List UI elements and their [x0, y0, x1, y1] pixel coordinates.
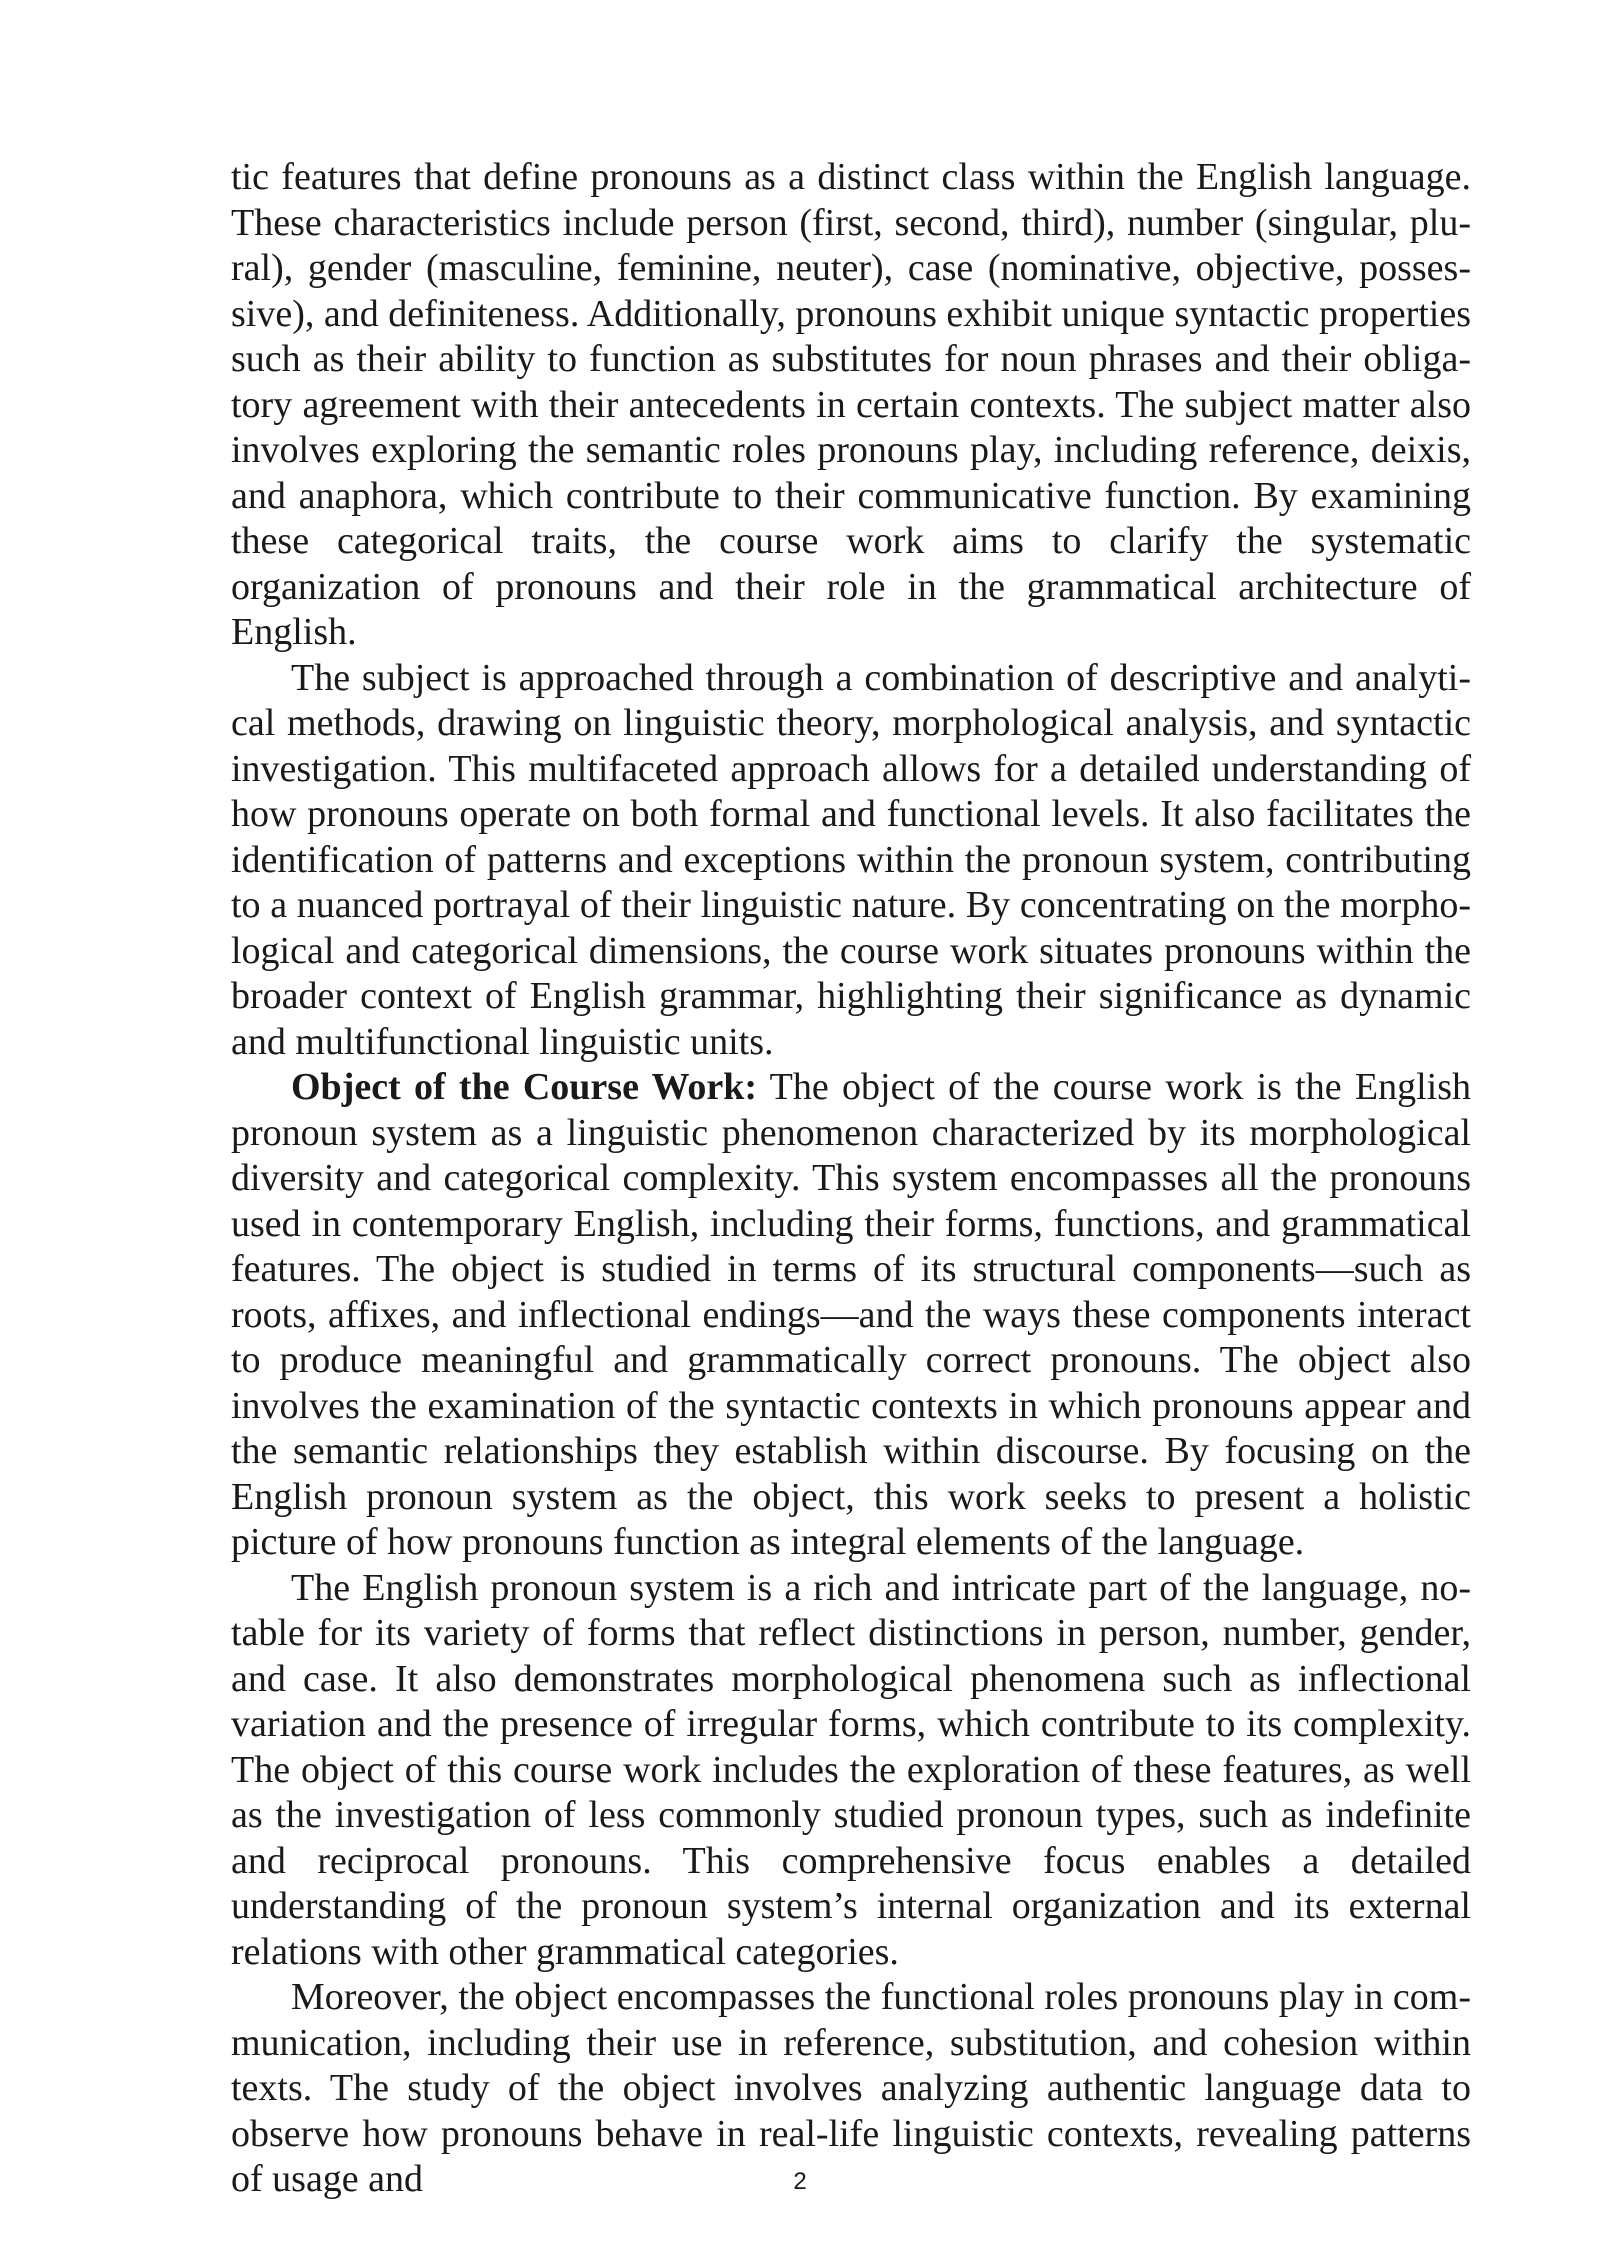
paragraph-text: Moreover, the object encompasses the functional roles pronouns play in communication, including their use in reference, substitution, and cohesion within texts. The study of the object involves analyzing authentic language data to observe how pronouns behave in real-life linguistic contexts, revealing patterns of usage and — [231, 1976, 1471, 2200]
paragraph-text: The English pronoun system is a rich and intricate part of the language, notable for its variety of forms that reflect distinctions in person, number, gender, and case. It also demonstrates morphological phenomena such as inflectional variation and the presence of irregular forms, which contribute to its complexity. The object of this course work includes the exploration of these features, as well as the investigation of less commonly studied pronoun types, such as indefinite and reciprocal pronouns. This comprehensive focus enables a detailed understanding of the pronoun system’s internal organization and its external relations with other grammatical categories. — [231, 1566, 1471, 1973]
paragraph-pronoun-system — [231, 1566, 1471, 1976]
paragraph-subject-approach — [231, 656, 1471, 1066]
section-heading-object: Object of the Course Work: — [291, 1066, 758, 1108]
paragraph-text: tic features that define pronouns as a distinct class within the English language. These characteristics include person (first, second, third), number (singular, plural), gender (masculine, feminine, neuter), case (nominative, objective, possessive), and definiteness. Additionally, pronouns exhibit unique syntactic properties such as their ability to function as substitutes for noun phrases and their obligatory agreement with their antecedents in certain contexts. The subject matter also involves exploring the semantic roles pronouns play, including reference, deixis, and anaphora, which contribute to their communicative function. By examining these categorical traits, the course work aims to clarify the systematic organization of pronouns and their role in the grammatical architecture of English. — [231, 156, 1471, 653]
paragraph-object-of-course-work — [231, 1065, 1471, 1566]
paragraph-subject-features — [231, 155, 1471, 656]
paragraph-text: The object of the course work is the English pronoun system as a linguistic phenomenon characterized by its morphological diversity and categorical complexity. This system encompasses all the pronouns used in contemporary English, including their forms, functions, and grammatical features. The object is studied in terms of its structural components—such as roots, affixes, and inflectional endings—and the ways these components interact to produce meaningful and grammatically correct pronouns. The object also involves the examination of the syntactic contexts in which pronouns appear and the semantic relationships they establish within discourse. By focusing on the English pronoun system as the object, this work seeks to present a holistic picture of how pronouns function as integral elements of the language. — [231, 1066, 1471, 1563]
page-number: 2 — [793, 2168, 807, 2195]
body-text — [231, 155, 1471, 2203]
paragraph-text: The subject is approached through a combination of descriptive and analytical methods, drawing on linguistic theory, morphological analysis, and syntactic investigation. This multifaceted approach allows for a detailed understanding of how pronouns operate on both formal and functional levels. It also facilitates the identification of patterns and exceptions within the pronoun system, contributing to a nuanced portrayal of their linguistic nature. By concentrating on the morphological and categorical dimensions, the course work situates pronouns within the broader context of English grammar, highlighting their significance as dynamic and multifunctional linguistic units. — [231, 656, 1471, 1063]
